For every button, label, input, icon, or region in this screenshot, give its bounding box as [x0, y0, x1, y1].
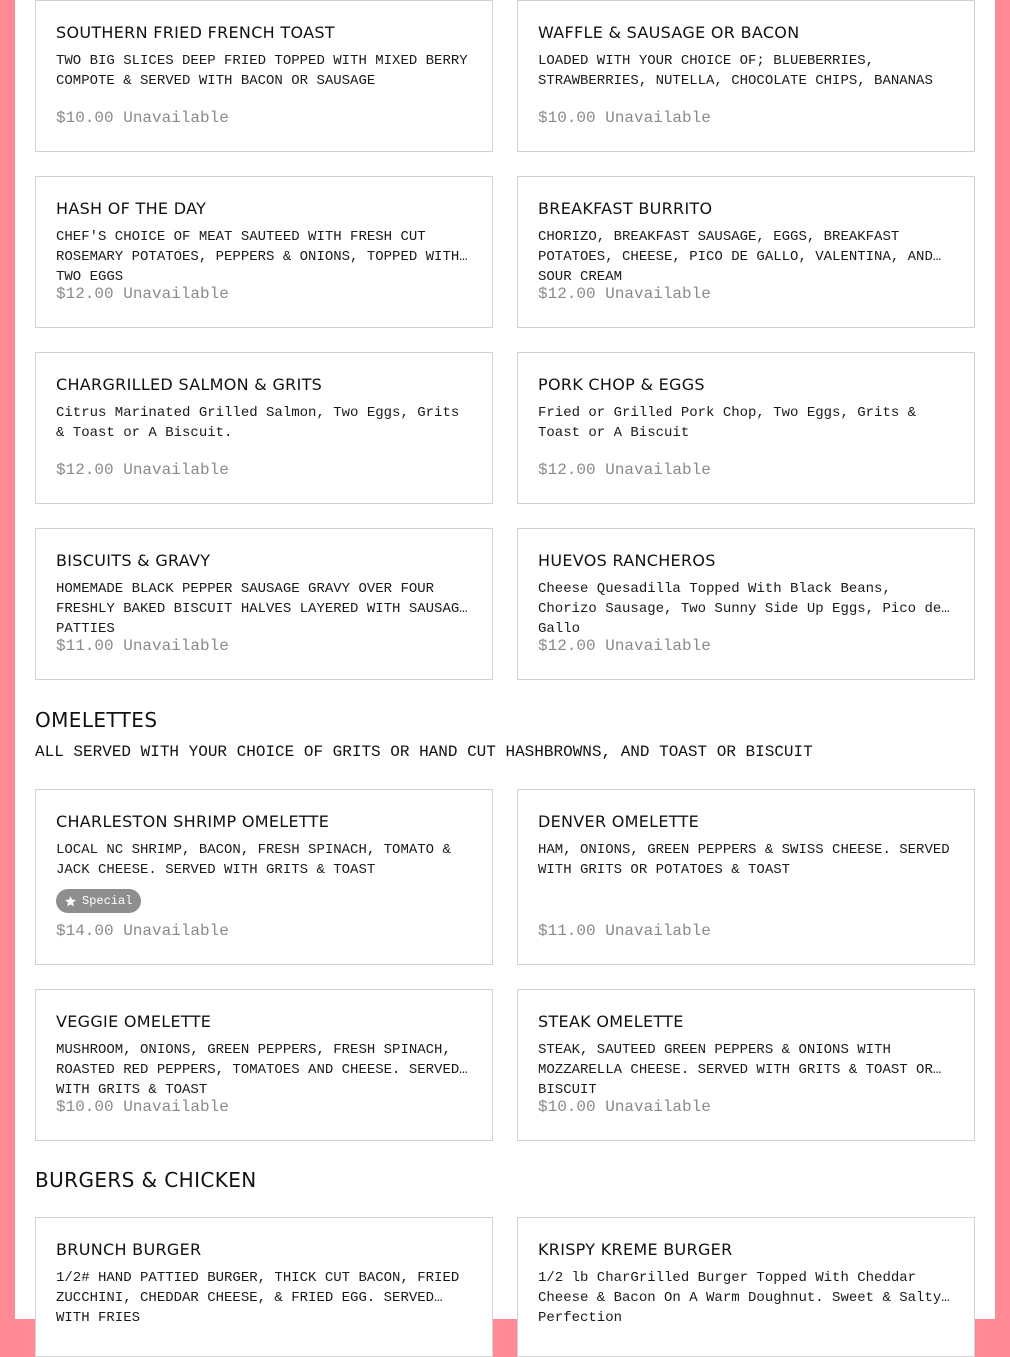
- item-price: $12.00 Unavailable: [538, 461, 711, 479]
- item-price: $10.00 Unavailable: [538, 109, 711, 127]
- item-description: LOADED WITH YOUR CHOICE OF; BLUEBERRIES, STRAWBERRIES, NUTELLA, CHOCOLATE CHIPS, BANANAS: [538, 53, 933, 89]
- item-description: STEAK, SAUTEED GREEN PEPPERS & ONIONS WITH MOZZARELLA CHEESE. SERVED WITH GRITS & TOAST OR BISCUIT: [538, 1042, 933, 1098]
- item-price: $12.00 Unavailable: [56, 461, 229, 479]
- item-price: $12.00 Unavailable: [538, 637, 711, 655]
- menu-item-card[interactable]: [517, 989, 975, 1141]
- item-title: CHARLESTON SHRIMP OMELETTE: [56, 812, 330, 831]
- item-title: BREAKFAST BURRITO: [538, 199, 713, 218]
- item-title: VEGGIE OMELETTE: [56, 1012, 212, 1031]
- menu-item-card[interactable]: [517, 352, 975, 504]
- menu-item-card[interactable]: [517, 1217, 975, 1357]
- item-title: DENVER OMELETTE: [538, 812, 700, 831]
- section-subtitle-omelettes: ALL SERVED WITH YOUR CHOICE OF GRITS OR HAND CUT HASHBROWNS, AND TOAST OR BISCUIT: [35, 743, 813, 761]
- item-description: Cheese Quesadilla Topped With Black Beans, Chorizo Sausage, Two Sunny Side Up Eggs, Pico de Gallo: [538, 581, 942, 637]
- star-icon: [64, 895, 77, 908]
- item-price: $10.00 Unavailable: [56, 109, 229, 127]
- item-description: HAM, ONIONS, GREEN PEPPERS & SWISS CHEESE. SERVED WITH GRITS OR POTATOES & TOAST: [538, 842, 950, 878]
- item-title: HUEVOS RANCHEROS: [538, 551, 716, 570]
- item-title: STEAK OMELETTE: [538, 1012, 684, 1031]
- item-price: $12.00 Unavailable: [56, 285, 229, 303]
- menu-item-card[interactable]: [35, 352, 493, 504]
- badge-label: Special: [82, 894, 133, 908]
- item-description: CHORIZO, BREAKFAST SAUSAGE, EGGS, BREAKFAST POTATOES, CHEESE, PICO DE GALLO, VALENTINA, AND SOUR CREAM: [538, 229, 933, 285]
- menu-item-card[interactable]: [517, 0, 975, 152]
- item-description: HOMEMADE BLACK PEPPER SAUSAGE GRAVY OVER FOUR FRESHLY BAKED BISCUIT HALVES LAYERED WITH SAUSAGE PATTIES: [56, 581, 468, 637]
- menu-item-card[interactable]: [35, 989, 493, 1141]
- menu-item-card[interactable]: [35, 1217, 493, 1357]
- item-title: SOUTHERN FRIED FRENCH TOAST: [56, 23, 335, 42]
- item-title: BISCUITS & GRAVY: [56, 551, 211, 570]
- item-description: CHEF'S CHOICE OF MEAT SAUTEED WITH FRESH CUT ROSEMARY POTATOES, PEPPERS & ONIONS, TOPPED WITH TWO EGGS: [56, 229, 460, 285]
- menu-item-card[interactable]: [35, 0, 493, 152]
- menu-item-card[interactable]: [35, 528, 493, 680]
- item-title: KRISPY KREME BURGER: [538, 1240, 733, 1259]
- item-description: MUSHROOM, ONIONS, GREEN PEPPERS, FRESH SPINACH, ROASTED RED PEPPERS, TOMATOES AND CHEESE. SERVED WITH GRITS & TOAST: [56, 1042, 460, 1098]
- special-badge: [56, 889, 141, 913]
- item-price: $11.00 Unavailable: [56, 637, 229, 655]
- menu-page: [15, 0, 995, 1326]
- burgers-grid: [35, 1217, 975, 1357]
- item-price: $11.00 Unavailable: [538, 922, 711, 940]
- item-description: 1/2 lb CharGrilled Burger Topped With Cheddar Cheese & Bacon On A Warm Doughnut. Sweet & Salty Perfection: [538, 1270, 942, 1326]
- item-price: $10.00 Unavailable: [538, 1098, 711, 1116]
- item-title: BRUNCH BURGER: [56, 1240, 202, 1259]
- menu-item-card[interactable]: [35, 789, 493, 965]
- menu-item-card[interactable]: [517, 789, 975, 965]
- item-description: Citrus Marinated Grilled Salmon, Two Eggs, Grits & Toast or A Biscuit.: [56, 405, 460, 441]
- item-description: 1/2# HAND PATTIED BURGER, THICK CUT BACON, FRIED ZUCCHINI, CHEDDAR CHEESE, & FRIED EGG. SERVED WITH FRIES: [56, 1270, 460, 1326]
- section-title-burgers: BURGERS & CHICKEN: [35, 1168, 257, 1192]
- menu-item-card[interactable]: [517, 528, 975, 680]
- item-price: $10.00 Unavailable: [56, 1098, 229, 1116]
- menu-item-card[interactable]: [35, 176, 493, 328]
- item-title: CHARGRILLED SALMON & GRITS: [56, 375, 323, 394]
- item-title: HASH OF THE DAY: [56, 199, 207, 218]
- omelettes-grid: [35, 789, 975, 1141]
- item-title: PORK CHOP & EGGS: [538, 375, 705, 394]
- item-price: $12.00 Unavailable: [538, 285, 711, 303]
- item-description: TWO BIG SLICES DEEP FRIED TOPPED WITH MIXED BERRY COMPOTE & SERVED WITH BACON OR SAUSAGE: [56, 53, 468, 89]
- menu-item-card[interactable]: [517, 176, 975, 328]
- breakfast-grid: [35, 0, 975, 680]
- section-title-omelettes: OMELETTES: [35, 708, 158, 732]
- item-price: $14.00 Unavailable: [56, 922, 229, 940]
- item-description: Fried or Grilled Pork Chop, Two Eggs, Grits & Toast or A Biscuit: [538, 405, 917, 441]
- item-description: LOCAL NC SHRIMP, BACON, FRESH SPINACH, TOMATO & JACK CHEESE. SERVED WITH GRITS & TOAST: [56, 842, 451, 878]
- item-title: WAFFLE & SAUSAGE OR BACON: [538, 23, 800, 42]
